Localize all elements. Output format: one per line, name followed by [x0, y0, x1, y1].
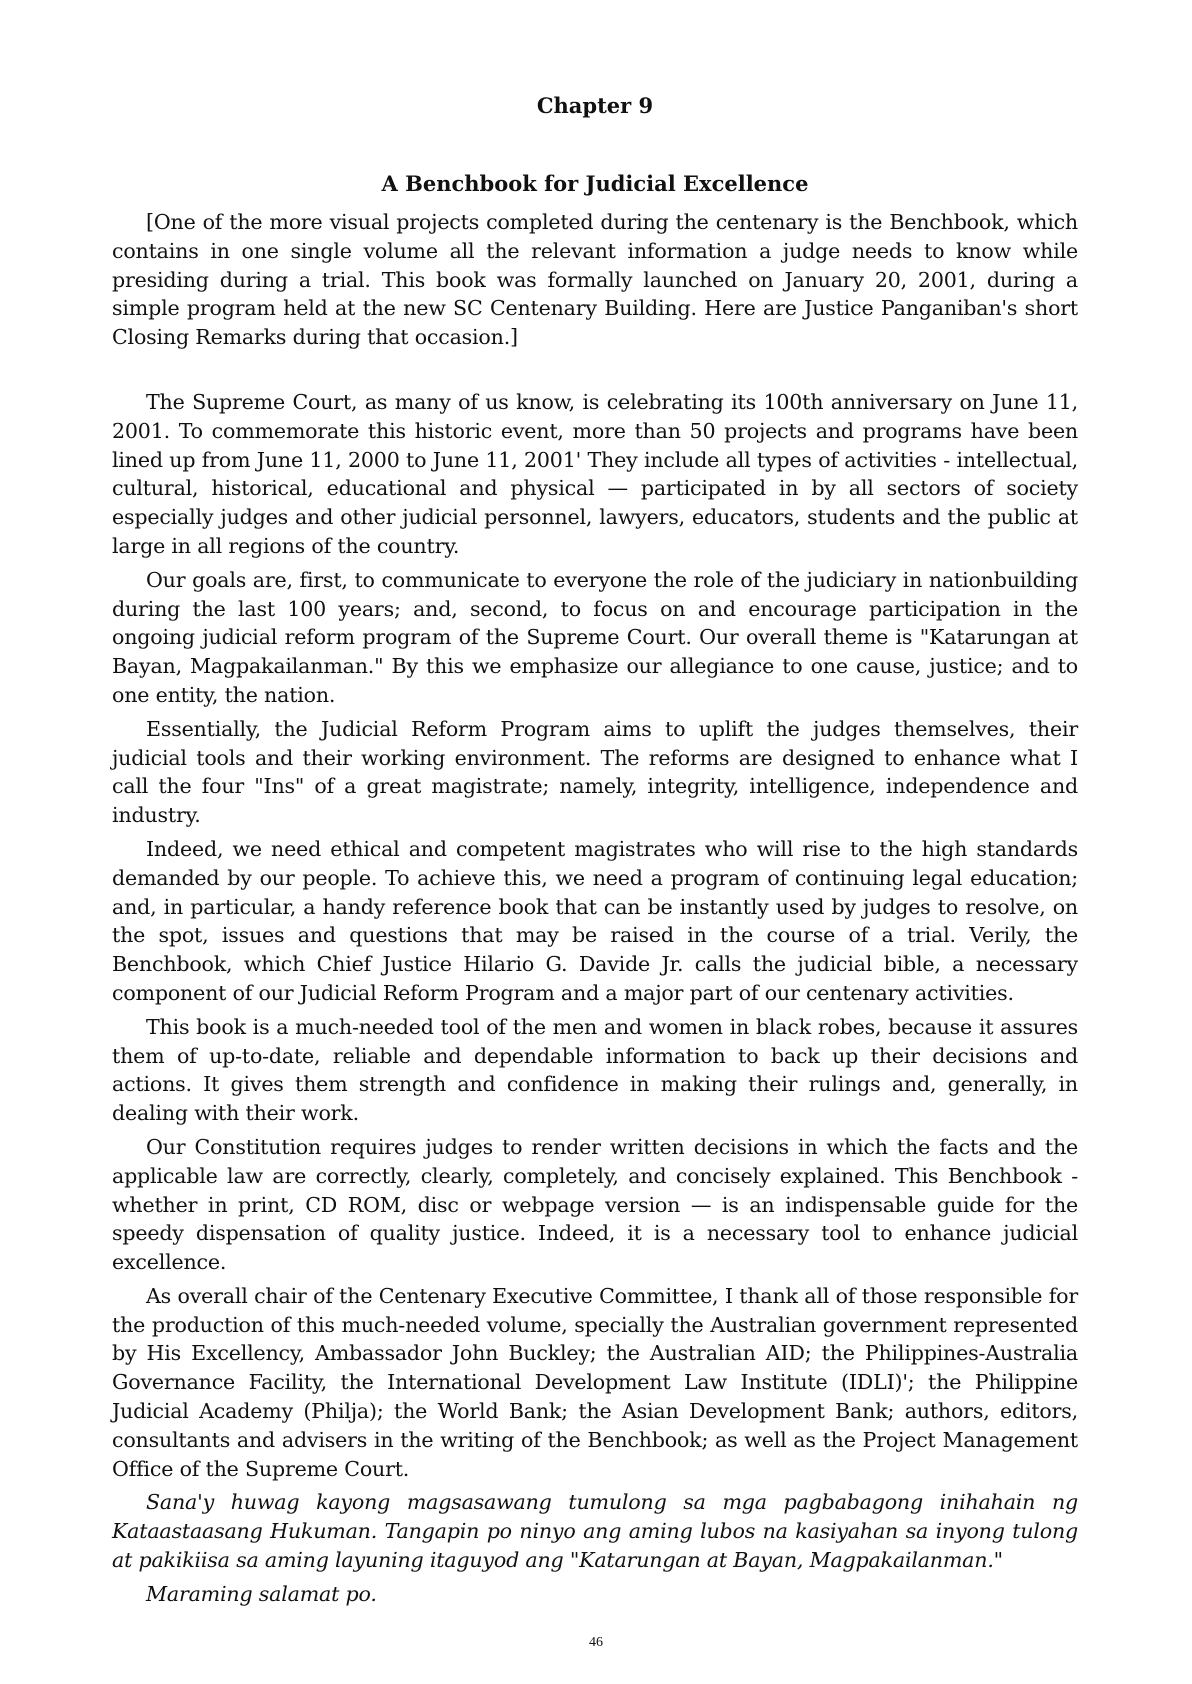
- closing-paragraph-filipino: Sana'y huwag kayong magsasawang tumulong sa mga pagbabagong inihahain ng Kataastaasang Hukuman. Tangapin po ninyo ang aming lubos na kasiyahan sa inyong tulong at pakikiisa sa aming layuning itaguyod ang "Katarungan at Bayan, Magpakailanman.": [112, 1490, 1078, 1573]
- body-paragraph: Our Constitution requires judges to render written decisions in which the facts and the applicable law are correctly, clearly, completely, and concisely explained. This Benchbook - whether in print, CD ROM, disc or webpage version — is an indispensable guide for the speedy dispensation of quality justice. Indeed, it is a necessary tool to enhance judicial excellence.: [112, 1134, 1078, 1275]
- body-paragraph: As overall chair of the Centenary Executive Committee, I thank all of those responsible for the production of this much-needed volume, specially the Australian government represented by His Excellency, Ambassador John Buckley; the Australian AID; the Philippines-Australia Governance Facility, the International Development Law Institute (IDLI)'; the Philippine Judicial Academy (Philja); the World Bank; the Asian Development Bank; authors, editors, consultants and advisers in the writing of the Benchbook; as well as the Project Management Office of the Supreme Court.: [112, 1283, 1078, 1481]
- closing-thanks: Maraming salamat po.: [146, 1581, 377, 1606]
- body-paragraph: Our goals are, first, to communicate to everyone the role of the judiciary in nationbuilding during the last 100 years; and, second, to focus on and encourage participation in the ongoing judicial reform program of the Supreme Court. Our overall theme is "Katarungan at Bayan, Magpakailanman." By this we emphasize our allegiance to one cause, justice; and to one entity, the nation.: [112, 567, 1078, 707]
- body-paragraph: This book is a much-needed tool of the men and women in black robes, because it assures them of up-to-date, reliable and dependable information to back up their decisions and actions. It gives them strength and confidence in making their rulings and, generally, in dealing with their work.: [112, 1014, 1078, 1126]
- chapter-title: A Benchbook for Judicial Excellence: [381, 171, 809, 196]
- page-number: 46: [589, 1635, 603, 1650]
- page-content: [112, 92, 1078, 1614]
- intro-paragraph: [One of the more visual projects completed during the centenary is the Benchbook, which contains in one single volume all the relevant information a judge needs to know while presiding during a trial. This book was formally launched on January 20, 2001, during a simple program held at the new SC Centenary Building. Here are Justice Panganiban's short Closing Remarks during that occasion.]: [112, 210, 1078, 350]
- body-paragraph: Essentially, the Judicial Reform Program aims to uplift the judges themselves, their judicial tools and their working environment. The reforms are designed to enhance what I call the four "Ins" of a great magistrate; namely, integrity, intelligence, independence and industry.: [112, 716, 1078, 828]
- body-paragraph: Indeed, we need ethical and competent magistrates who will rise to the high standards demanded by our people. To achieve this, we need a program of continuing legal education; and, in particular, a handy reference book that can be instantly used by judges to resolve, on the spot, issues and questions that may be raised in the course of a trial. Verily, the Benchbook, which Chief Justice Hilario G. Davide Jr. calls the judicial bible, a necessary component of our Judicial Reform Program and a major part of our centenary activities.: [112, 836, 1078, 1005]
- chapter-heading: Chapter 9: [536, 93, 654, 118]
- body-paragraph: The Supreme Court, as many of us know, is celebrating its 100th anniversary on June 11, 2001. To commemorate this historic event, more than 50 projects and programs have been lined up from June 11, 2000 to June 11, 2001' They include all types of activities - intellectual, cultural, historical, educational and physical — participated in by all sectors of society especially judges and other judicial personnel, lawyers, educators, students and the public at large in all regions of the country.: [112, 389, 1078, 558]
